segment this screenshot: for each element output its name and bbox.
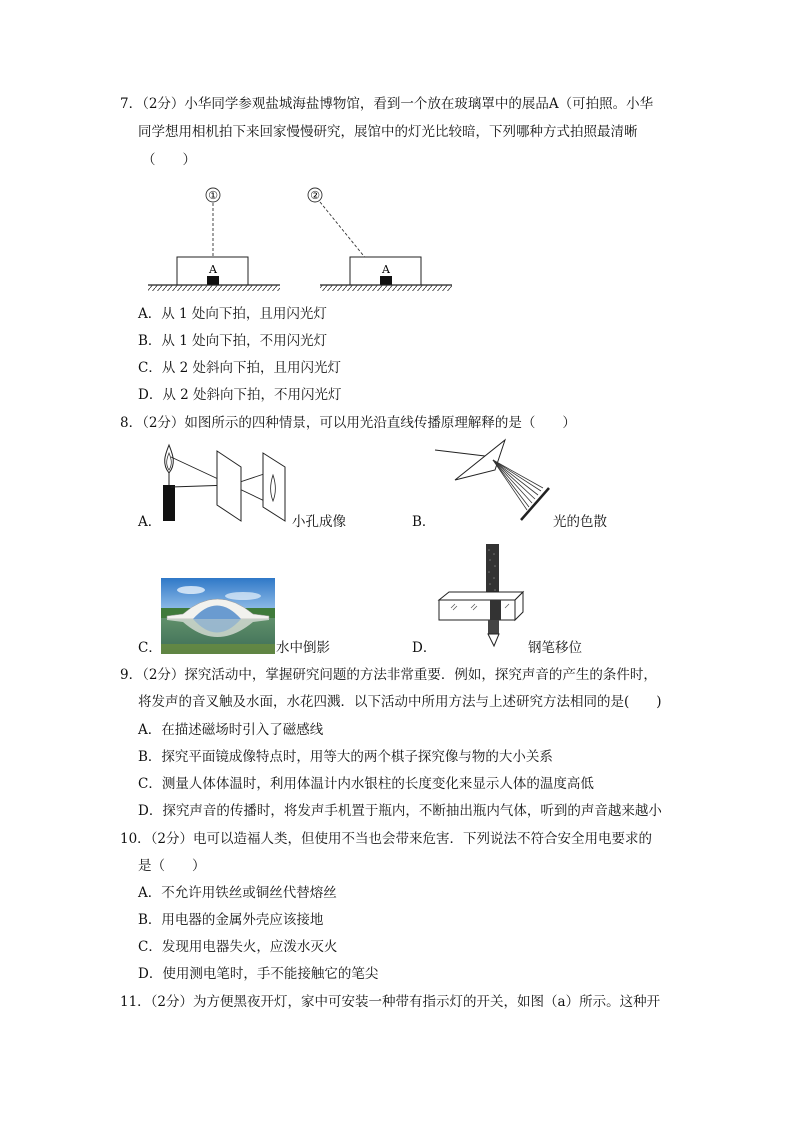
q7-option-a: A．从 1 处向下拍，且用闪光灯 xyxy=(138,306,327,322)
q10-stem-line1: 10．（2分）电可以造福人类，但使用不当也会带来危害．下列说法不符合安全用电要求的 xyxy=(120,831,653,847)
pinhole-board xyxy=(217,451,241,521)
q10-option-c: C．发现用电器失火，应泼水灭火 xyxy=(138,939,338,955)
exhibit-a-label-left: A xyxy=(209,263,217,276)
pen-glass-figure xyxy=(437,544,527,648)
q8-option-d-caption: 钢笔移位 xyxy=(528,640,582,656)
q10-option-b: B．用电器的金属外壳应该接地 xyxy=(138,912,324,928)
q9-stem-line1: 9．（2分）探究活动中，掌握研究问题的方法非常重要．例如，探究声音的产生的条件时， xyxy=(120,667,657,683)
q9-option-c: C．测量人体体温时，利用体温计内水银柱的长度变化来显示人体的温度高低 xyxy=(138,776,594,792)
q9-option-b: B．探究平面镜成像特点时，用等大的两个棋子探究像与物的大小关系 xyxy=(138,749,553,765)
prism-figure xyxy=(435,440,555,530)
candle-icon xyxy=(163,485,175,521)
q7-option-c: C．从 2 处斜向下拍，且用闪光灯 xyxy=(138,360,342,376)
glass-block xyxy=(439,600,515,620)
q8-stem: 8．（2分）如图所示的四种情景，可以用光沿直线传播原理解释的是（ ） xyxy=(120,415,576,431)
q7-stem-line2: 同学想用相机拍下来回家慢慢研究，展馆中的灯光比较暗，下列哪种方式拍照最清晰 xyxy=(138,124,638,140)
q7-option-b: B．从 1 处向下拍，不用闪光灯 xyxy=(138,333,328,349)
q7-answer-paren: （ ） xyxy=(142,152,196,168)
q8-option-c-letter: C． xyxy=(138,640,162,656)
q10-option-d: D．使用测电笔时，手不能接触它的笔尖 xyxy=(138,966,379,982)
q9-option-a: A．在描述磁场时引入了磁感线 xyxy=(138,722,324,738)
q7-figure xyxy=(140,180,460,300)
q8-option-d-letter: D． xyxy=(412,640,437,656)
q11-stem-line1: 11．（2分）为方便黑夜开灯，家中可安装一种带有指示灯的开关，如图（a）所示。这种开 xyxy=(120,994,661,1010)
exhibit-a-label-right: A xyxy=(382,263,390,276)
pinhole-figure xyxy=(155,445,295,525)
q8-option-a-caption: 小孔成像 xyxy=(292,514,346,530)
q7-mark1: ① xyxy=(208,189,218,202)
q7-option-d: D．从 2 处斜向下拍，不用闪光灯 xyxy=(138,387,342,403)
screen-board xyxy=(263,453,285,521)
prism-icon xyxy=(455,440,505,480)
q10-option-a: A．不允许用铁丝或铜丝代替熔丝 xyxy=(138,885,337,901)
q9-stem-line2: 将发声的音叉触及水面，水花四溅．以下活动中所用方法与上述研究方法相同的是( ) xyxy=(138,694,662,710)
q7-stem-line1: 7．（2分）小华同学参观盐城海盐博物馆，看到一个放在玻璃罩中的展品A（可拍照。小华 xyxy=(120,96,654,112)
q8-option-a-letter: A． xyxy=(138,514,162,530)
q7-mark2: ② xyxy=(310,189,320,202)
q10-stem-line2: 是（ ） xyxy=(138,858,206,874)
q9-option-d: D．探究声音的传播时，将发声手机置于瓶内，不断抽出瓶内气体，听到的声音越来越小 xyxy=(138,803,662,819)
q8-option-b-letter: B． xyxy=(412,514,436,530)
q8-option-b-caption: 光的色散 xyxy=(553,514,607,530)
bridge-reflection-photo xyxy=(161,578,275,654)
q8-option-c-caption: 水中倒影 xyxy=(276,640,330,656)
